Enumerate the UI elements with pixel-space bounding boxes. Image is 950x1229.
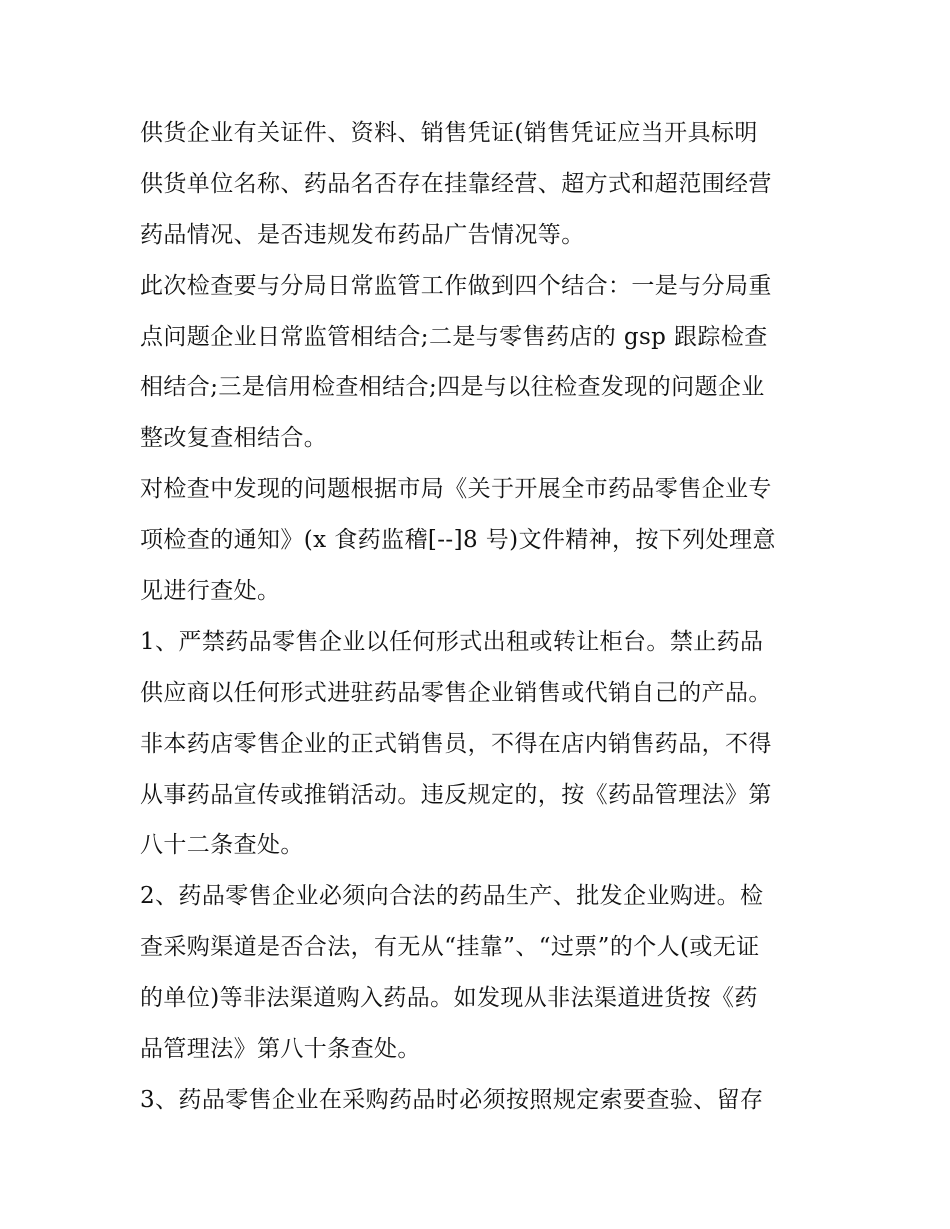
text-line: 此次检查要与分局日常监管工作做到四个结合：一是与分局重 [140, 272, 772, 299]
text-line: 3、药品零售企业在采购药品时必须按照规定索要查验、留存 [140, 1086, 764, 1113]
document-body [140, 108, 812, 1126]
text-line: 的单位)等非法渠道购入药品。如发现从非法渠道进货按《药 [140, 985, 758, 1012]
text-line: 供货单位名称、药品名否存在挂靠经营、超方式和超范围经营 [140, 170, 772, 197]
paragraph-item-2 [140, 871, 812, 1075]
text-line: 供货企业有关证件、资料、销售凭证(销售凭证应当开具标明 [140, 120, 758, 146]
text-line: 供应商以任何形式进驻药品零售企业销售或代销自己的产品。 [140, 679, 772, 706]
text-line: 2、药品零售企业必须向合法的药品生产、批发企业购进。检 [140, 883, 764, 910]
text-line: 1、严禁药品零售企业以任何形式出租或转让柜台。禁止药品 [140, 628, 764, 655]
paragraph-item-1 [140, 617, 812, 871]
paragraph-item-3 [140, 1075, 812, 1126]
text-line: 项检查的通知》(x 食药监稽[--]8 号)文件精神，按下列处理意 [140, 527, 776, 554]
text-line: 整改复查相结合。 [140, 425, 328, 452]
text-line: 点问题企业日常监管相结合;二是与零售药店的 gsp 跟踪检查 [140, 323, 768, 350]
paragraph-supplier-credentials [140, 108, 812, 261]
text-line: 查采购渠道是否合法，有无从“挂靠”、“过票”的个人(或无证 [140, 934, 760, 961]
text-line: 相结合;三是信用检查相结合;四是与以往检查发现的问题企业 [140, 374, 765, 401]
text-line: 药品情况、是否违规发布药品广告情况等。 [140, 221, 585, 248]
text-line: 从事药品宣传或推销活动。违反规定的，按《药品管理法》第 [140, 781, 772, 808]
text-line: 品管理法》第八十条查处。 [140, 1036, 421, 1063]
text-line: 八十二条查处。 [140, 832, 304, 859]
text-line: 非本药店零售企业的正式销售员，不得在店内销售药品，不得 [140, 730, 772, 757]
paragraph-four-combinations [140, 261, 812, 465]
paragraph-handling-basis [140, 464, 812, 617]
text-line: 见进行查处。 [140, 578, 281, 605]
text-line: 对检查中发现的问题根据市局《关于开展全市药品零售企业专 [140, 476, 772, 503]
